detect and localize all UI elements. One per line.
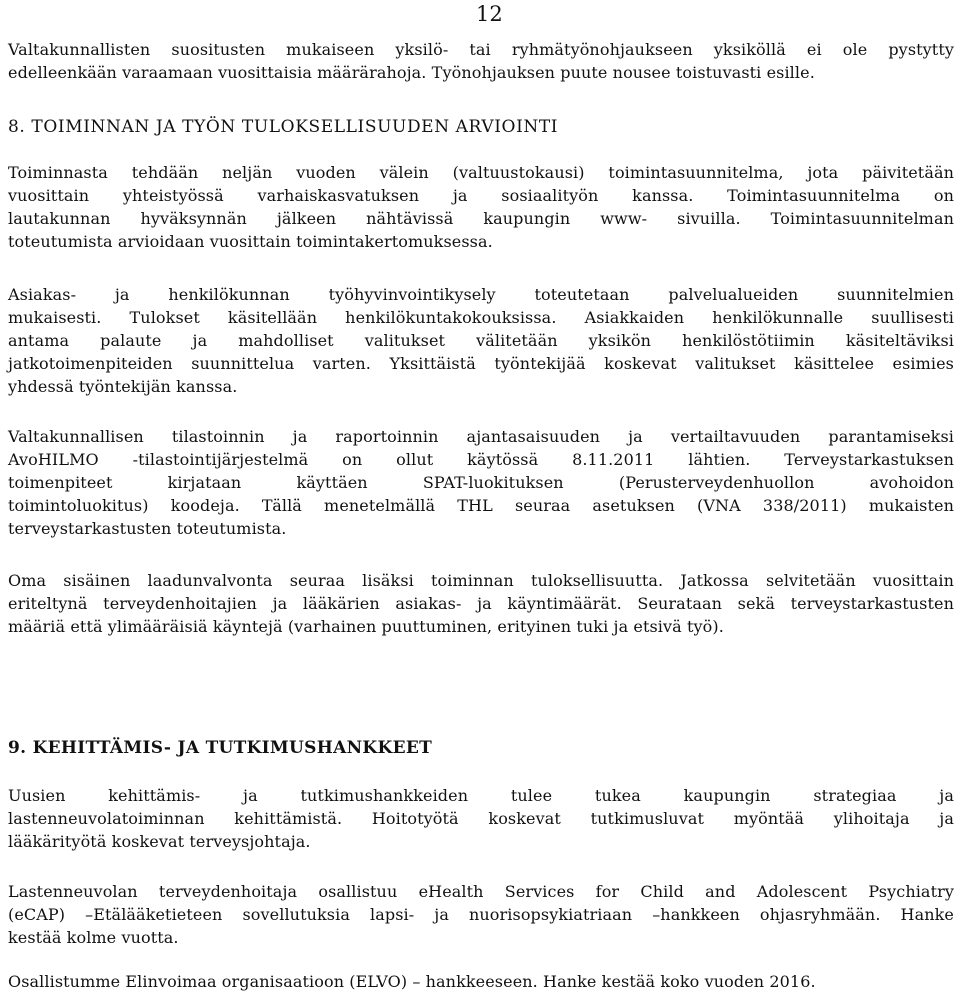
section-9-paragraph-3 xyxy=(8,970,954,993)
page-number: 12 xyxy=(476,2,503,26)
text-line: lautakunnan hyväksynnän jälkeen nähtävissä kaupungin www- sivuilla. Toimintasuunnitelman xyxy=(8,209,954,228)
section-8-paragraph-2 xyxy=(8,283,954,398)
text-line: eriteltynä terveydenhoitajien ja lääkärien asiakas- ja käyntimäärät. Seurataan sekä terveystarkastusten xyxy=(8,594,954,613)
text-line: terveystarkastusten toteutumista. xyxy=(8,519,287,538)
text-line: AvoHILMO -tilastointijärjestelmä on ollut käytössä 8.11.2011 lähtien. Terveystarkastuksen xyxy=(8,450,954,469)
text-line: Toiminnasta tehdään neljän vuoden välein (valtuustokausi) toimintasuunnitelma, jota päivitetään xyxy=(8,163,954,182)
section-9-heading: 9. KEHITTÄMIS- JA TUTKIMUSHANKKEET xyxy=(8,738,433,758)
intro-paragraph xyxy=(8,38,954,84)
section-8-paragraph-3 xyxy=(8,425,954,540)
text-line: lastenneuvolatoiminnan kehittämistä. Hoitotyötä koskevat tutkimusluvat myöntää ylihoitaja ja xyxy=(8,809,954,828)
text-line: Oma sisäinen laadunvalvonta seuraa lisäksi toiminnan tuloksellisuutta. Jatkossa selvitetään vuosittain xyxy=(8,571,954,590)
text-line: antama palaute ja mahdolliset valitukset välitetään yksikön henkilöstötiimin käsiteltäviksi xyxy=(8,331,954,350)
text-line: toteutumista arvioidaan vuosittain toimintakertomuksessa. xyxy=(8,232,493,251)
text-line: Valtakunnallisen tilastoinnin ja raportoinnin ajantasaisuuden ja vertailtavuuden parantamiseksi xyxy=(8,427,954,446)
section-8-heading: 8. TOIMINNAN JA TYÖN TULOKSELLISUUDEN ARVIOINTI xyxy=(8,117,559,137)
text-line: kestää kolme vuotta. xyxy=(8,928,179,947)
text-line: Osallistumme Elinvoimaa organisaatioon (ELVO) – hankkeeseen. Hanke kestää koko vuoden 2016. xyxy=(8,972,816,991)
text-line: jatkotoimenpiteiden suunnittelua varten. Yksittäistä työntekijää koskevat valitukset käsittelee esimies xyxy=(8,354,954,373)
text-line: Lastenneuvolan terveydenhoitaja osallistuu eHealth Services for Child and Adolescent Psychiatry xyxy=(8,882,954,901)
text-line: toimenpiteet kirjataan käyttäen SPAT-luokituksen (Perusterveydenhuollon avohoidon xyxy=(8,473,954,492)
text-line: lääkärityötä koskevat terveysjohtaja. xyxy=(8,832,311,851)
text-line: mukaisesti. Tulokset käsitellään henkilökuntakokouksissa. Asiakkaiden henkilökunnalle suullisesti xyxy=(8,308,954,327)
section-9-paragraph-1 xyxy=(8,784,954,853)
text-line: edelleenkään varaamaan vuosittaisia määrärahoja. Työnohjauksen puute nousee toistuvasti esille. xyxy=(8,63,815,82)
text-line: yhdessä työntekijän kanssa. xyxy=(8,377,238,396)
section-9-paragraph-2 xyxy=(8,880,954,949)
text-line: Asiakas- ja henkilökunnan työhyvinvointikysely toteutetaan palvelualueiden suunnitelmien xyxy=(8,285,954,304)
text-line: määriä että ylimääräisiä käyntejä (varhainen puuttuminen, erityinen tuki ja etsivä työ). xyxy=(8,617,724,636)
text-line: toimintoluokitus) koodeja. Tällä menetelmällä THL seuraa asetuksen (VNA 338/2011) mukaisten xyxy=(8,496,954,515)
section-8-paragraph-1 xyxy=(8,161,954,253)
text-line: (eCAP) –Etälääketieteen sovellutuksia lapsi- ja nuorisopsykiatriaan –hankkeen ohjasryhmään. Hanke xyxy=(8,905,954,924)
text-line: Uusien kehittämis- ja tutkimushankkeiden tulee tukea kaupungin strategiaa ja xyxy=(8,786,954,805)
text-line: vuosittain yhteistyössä varhaiskasvatuksen ja sosiaalityön kanssa. Toimintasuunnitelma on xyxy=(8,186,954,205)
section-8-paragraph-4 xyxy=(8,569,954,638)
text-line: Valtakunnallisten suositusten mukaiseen yksilö- tai ryhmätyönohjaukseen yksiköllä ei ole pystytty xyxy=(8,40,954,59)
